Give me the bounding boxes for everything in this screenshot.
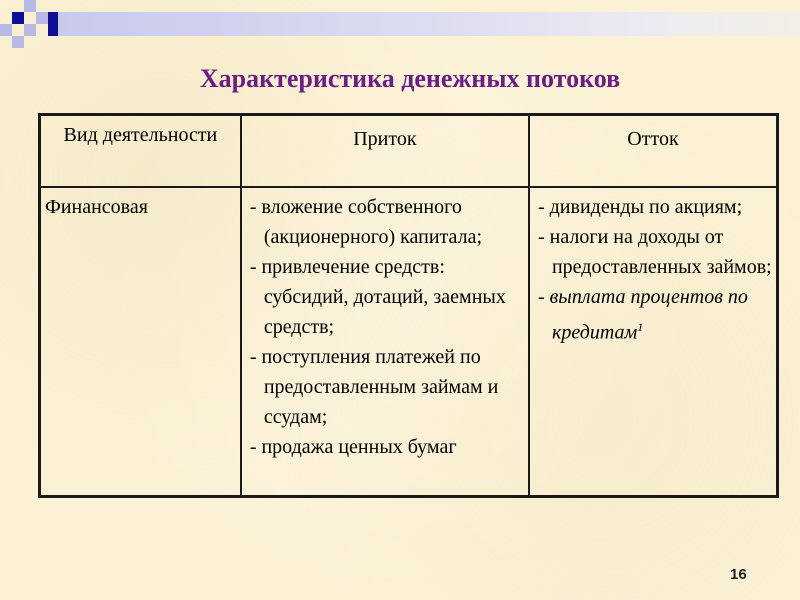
inflow-item: - продажа ценных бумаг: [249, 436, 457, 458]
activity-cell: [40, 187, 241, 497]
deco-square: [24, 0, 36, 12]
outflow-cell: [529, 187, 778, 497]
table-header-row: [40, 115, 778, 188]
page-number: 16: [730, 566, 747, 583]
deco-square: [12, 12, 24, 24]
outflow-italic-text: - выплата процентов по кредитам: [537, 286, 748, 344]
slide-title: Характеристика денежных потоков: [199, 64, 621, 93]
deco-square: [36, 12, 48, 24]
deco-square: [24, 24, 36, 36]
inflow-item: - привлечение средств: субсидий, дотаций, заемных средств;: [249, 256, 506, 338]
header-inflow: Приток: [241, 115, 529, 188]
inflow-cell: [241, 187, 529, 497]
footnote-marker: 1: [637, 320, 644, 334]
outflow-item-italic: [534, 282, 772, 348]
header-outflow: Отток: [529, 115, 778, 188]
table-row: [40, 187, 778, 497]
outflow-item: - налоги на доходы от предоставленных займов;: [537, 226, 772, 278]
deco-square: [0, 24, 12, 36]
outflow-item: - дивиденды по акциям;: [537, 196, 743, 218]
header-gradient-bar: [58, 12, 800, 36]
deco-square: [48, 12, 58, 36]
cash-flow-table: [38, 113, 779, 498]
activity-label: Финансовая: [45, 196, 148, 218]
header-activity: Вид деятельности: [40, 115, 241, 188]
decorative-header: [0, 0, 800, 50]
inflow-item: - поступления платежей по предоставленным займам и ссудам;: [249, 346, 499, 428]
deco-square: [12, 36, 24, 48]
inflow-item: - вложение собственного (акционерного) капитала;: [249, 196, 483, 248]
